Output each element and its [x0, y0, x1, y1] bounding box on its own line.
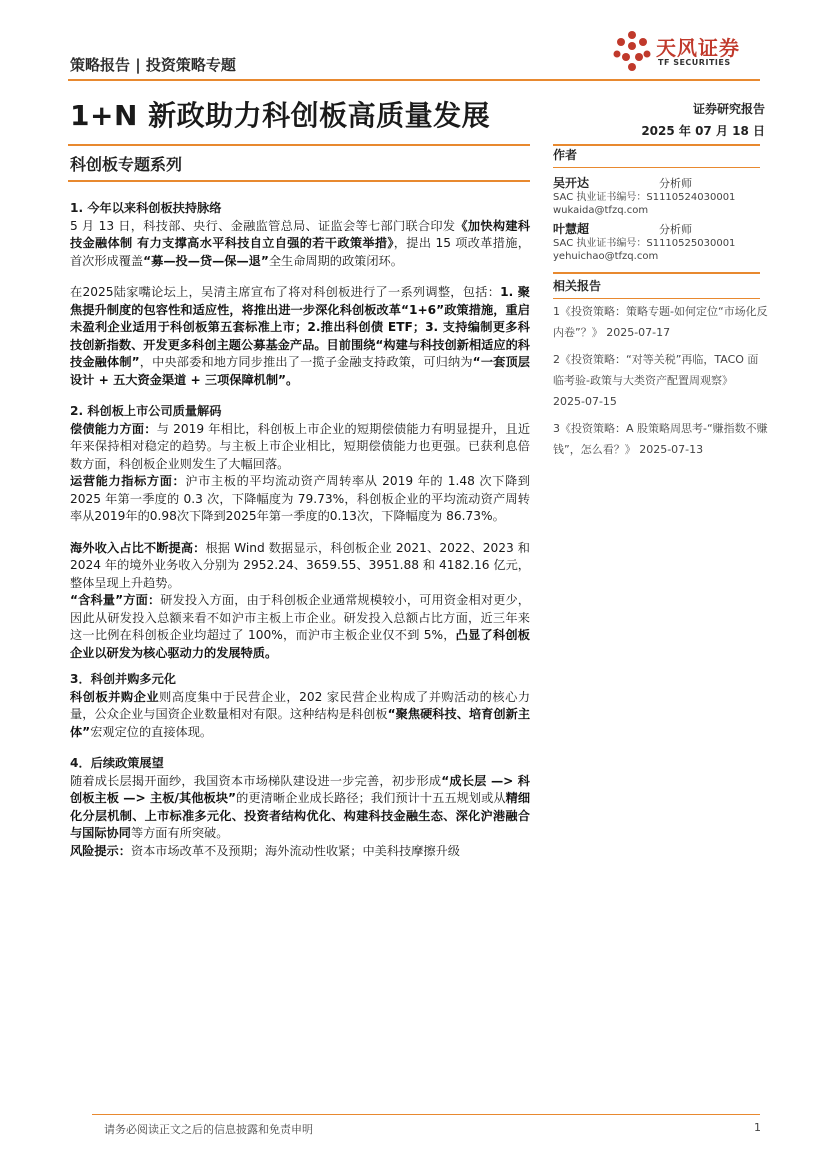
report-type: 证券研究报告 [692, 102, 765, 116]
logo-en-text: TF SECURITIES [658, 58, 731, 67]
related-divider [553, 298, 760, 299]
author-card [553, 220, 768, 263]
header-divider [68, 79, 760, 81]
footer-disclaimer: 请务必阅读正文之后的信息披露和免责申明 [104, 1123, 313, 1136]
author-email[interactable]: wukaida@tfzq.com [553, 205, 649, 216]
page-number: 1 [754, 1121, 761, 1134]
author-role: 分析师 [659, 177, 692, 190]
related-report-link[interactable]: 1《投资策略：策略专题-如何定位“市场化反内卷”？》 2025-07-17 [553, 305, 768, 339]
related-heading: 相关报告 [553, 279, 602, 293]
related-reports-section [553, 277, 768, 466]
section-2-paragraph-2: 运营能力指标方面：沪市主板的平均流动资产周转率从 2019 年的 1.48 次下降到 2025 年第一季度的 0.3 次，下降幅度为 79.73%，科创板企业的平均流动资产周转率从2019年的0.98次下降到2025年第一季度的0.13次，下降幅度为 86.73%。 [70, 474, 530, 523]
related-report-link[interactable]: 3《投资策略：A 股策略周思考-“赚指数不赚钱”，怎么看？》 2025-07-13 [553, 422, 768, 456]
authors-divider [553, 167, 760, 168]
related-list [553, 301, 768, 460]
authors-section [553, 146, 768, 263]
company-logo [612, 30, 772, 72]
section-4-title: 4．后续政策展望 [70, 756, 164, 770]
section-2-paragraph-3: 海外收入占比不断提高：根据 Wind 数据显示，科创板企业 2021、2022、2023 和 2024 年的境外业务收入分别为 2952.24、3659.55、3951.88 和 4182.16 亿元，整体呈现上升趋势。 [70, 540, 530, 590]
author-email[interactable]: yehuichao@tfzq.com [553, 251, 659, 262]
author-role: 分析师 [659, 223, 692, 236]
risk-warning: 风险提示：资本市场改革不及预期；海外流动性收紧；中美科技摩擦升级 [70, 843, 460, 858]
section-2-paragraph-4: “含科量”方面：研发投入方面，由于科创板企业通常规模较小，可用资金相对更少，因此从研发投入总额来看不如沪市主板上市企业。研发投入总额占比方面，近三年来这一比例在科创板企业均超过了 100%，而沪市主板企业仅不到 5%，凸显了科创板企业以研发为核心驱动力的发展特质。 [70, 593, 530, 660]
author-card [553, 174, 768, 217]
section-4-paragraph-1: 随着成长层揭开面纱，我国资本市场梯队建设进一步完善，初步形成“成长层 —> 科创板主板 —> 主板/其他板块”的更清晰企业成长路径；我们预计十五五规划或从精细化分层机制、上市标准多元化、投资者结构优化、构建科技金融生态、深化沪港融合与国际协同等方面有所突破。 [70, 773, 531, 840]
author-sac: SAC 执业证书编号：S1110524030001 [553, 192, 736, 203]
section-1-paragraph-2: 在2025陆家嘴论坛上，吴清主席宣布了将对科创板进行了一系列调整，包括：1. 聚焦提升制度的包容性和适应性，将推出进一步深化科创板改革“1+6”政策措施，重启未盈利企业适用于科创板第五套标准上市；2.推出科创债 ETF；3. 支持编制更多科技创新指数、开发更多科创主题公募基金产品。目前围绕“构建与科技创新相适应的科技金融体制”，中央部委和地方同步推出了一揽子金融支持政策，可归纳为“一套顶层设计 + 五大资金渠道 + 三项保障机制”。 [70, 285, 530, 387]
section-3-title: 3．科创并购多元化 [70, 672, 176, 686]
series-divider [68, 180, 530, 182]
section-1-title: 1. 今年以来科创板扶持脉络 [70, 201, 222, 215]
related-report-link[interactable]: 2《投资策略：“对等关税”再临，TACO 面临考验-政策与大类资产配置周观察》 2025-07-15 [553, 353, 759, 408]
authors-heading: 作者 [553, 148, 578, 162]
author-sac: SAC 执业证书编号：S1110525030001 [553, 238, 736, 249]
author-name: 叶慧超 [553, 222, 590, 236]
section-1-paragraph-1: 5 月 13 日，科技部、央行、金融监管总局、证监会等七部门联合印发《加快构建科技金融体制 有力支撑高水平科技自立自强的若干政策举措》，提出 15 项改革措施，首次形成覆盖“募—投—贷—保—退”全生命周期的政策闭环。 [70, 218, 531, 268]
author-name: 吴开达 [553, 176, 590, 190]
section-3-paragraph-1: 科创板并购企业则高度集中于民营企业，202 家民营企业构成了并购活动的核心力量，公众企业与国资企业数量相对有限。这种结构是科创板“聚焦硬科技、培育创新主体”宏观定位的直接体现。 [70, 689, 531, 739]
logo-mark-icon [612, 30, 652, 72]
report-date: 2025 年 07 月 18 日 [641, 124, 765, 138]
report-category: 策略报告 | 投资策略专题 [70, 56, 236, 74]
series-title: 科创板专题系列 [70, 155, 183, 174]
related-top-divider [553, 272, 760, 274]
section-2-title: 2. 科创板上市公司质量解码 [70, 404, 222, 418]
report-title: 1+N 新政助力科创板高质量发展 [70, 99, 491, 132]
section-2-paragraph-1: 偿债能力方面：与 2019 年相比，科创板上市企业的短期偿债能力有明显提升，且近年来保持相对稳定的趋势。与主板上市企业相比，短期偿债能力也更强。已获利息倍数方面，科创板企业则发生了大幅回落。 [70, 421, 531, 471]
title-divider [68, 144, 530, 146]
main-body [70, 200, 530, 860]
logo-cn-text: 天风证券 [656, 36, 740, 60]
footer-divider [92, 1114, 760, 1115]
